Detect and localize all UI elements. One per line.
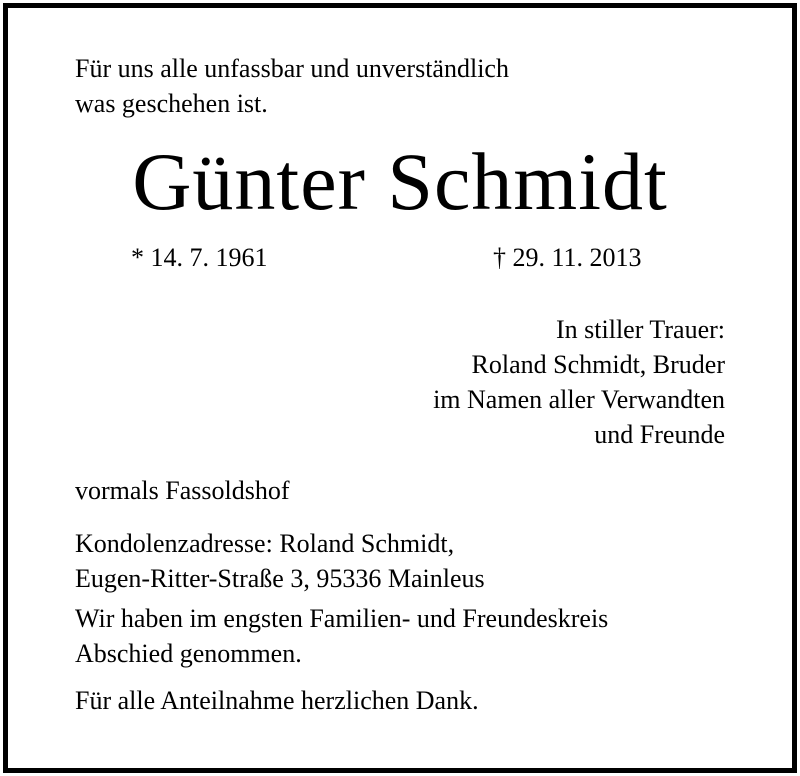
death-date: † 29. 11. 2013 — [493, 243, 642, 272]
intro-line-2: was geschehen ist. — [75, 89, 268, 118]
mourners-line-1: In stiller Trauer: — [556, 315, 725, 344]
farewell-line-2: Abschied genommen. — [75, 639, 302, 668]
thanks-text: Für alle Anteilnahme herzlichen Dank. — [75, 686, 479, 715]
intro-line-1: Für uns alle unfassbar und unverständlich — [75, 54, 509, 83]
birth-date: * 14. 7. 1961 — [131, 243, 268, 272]
formerly-text: vormals Fassoldshof — [75, 476, 290, 505]
farewell-line-1: Wir haben im engsten Familien- und Freundeskreis — [75, 604, 609, 633]
condolence-line-1: Kondolenzadresse: Roland Schmidt, — [75, 529, 455, 558]
farewell-text — [75, 601, 608, 671]
condolence-line-2: Eugen-Ritter-Straße 3, 95336 Mainleus — [75, 564, 485, 593]
intro-text — [75, 51, 509, 121]
condolence-address — [75, 526, 485, 596]
deceased-name: Günter Schmidt — [132, 136, 668, 227]
mourners-line-3: im Namen aller Verwandten — [433, 385, 725, 414]
mourners-line-4: und Freunde — [594, 420, 725, 449]
mourners-block — [433, 312, 725, 452]
mourners-line-2: Roland Schmidt, Bruder — [471, 350, 725, 379]
